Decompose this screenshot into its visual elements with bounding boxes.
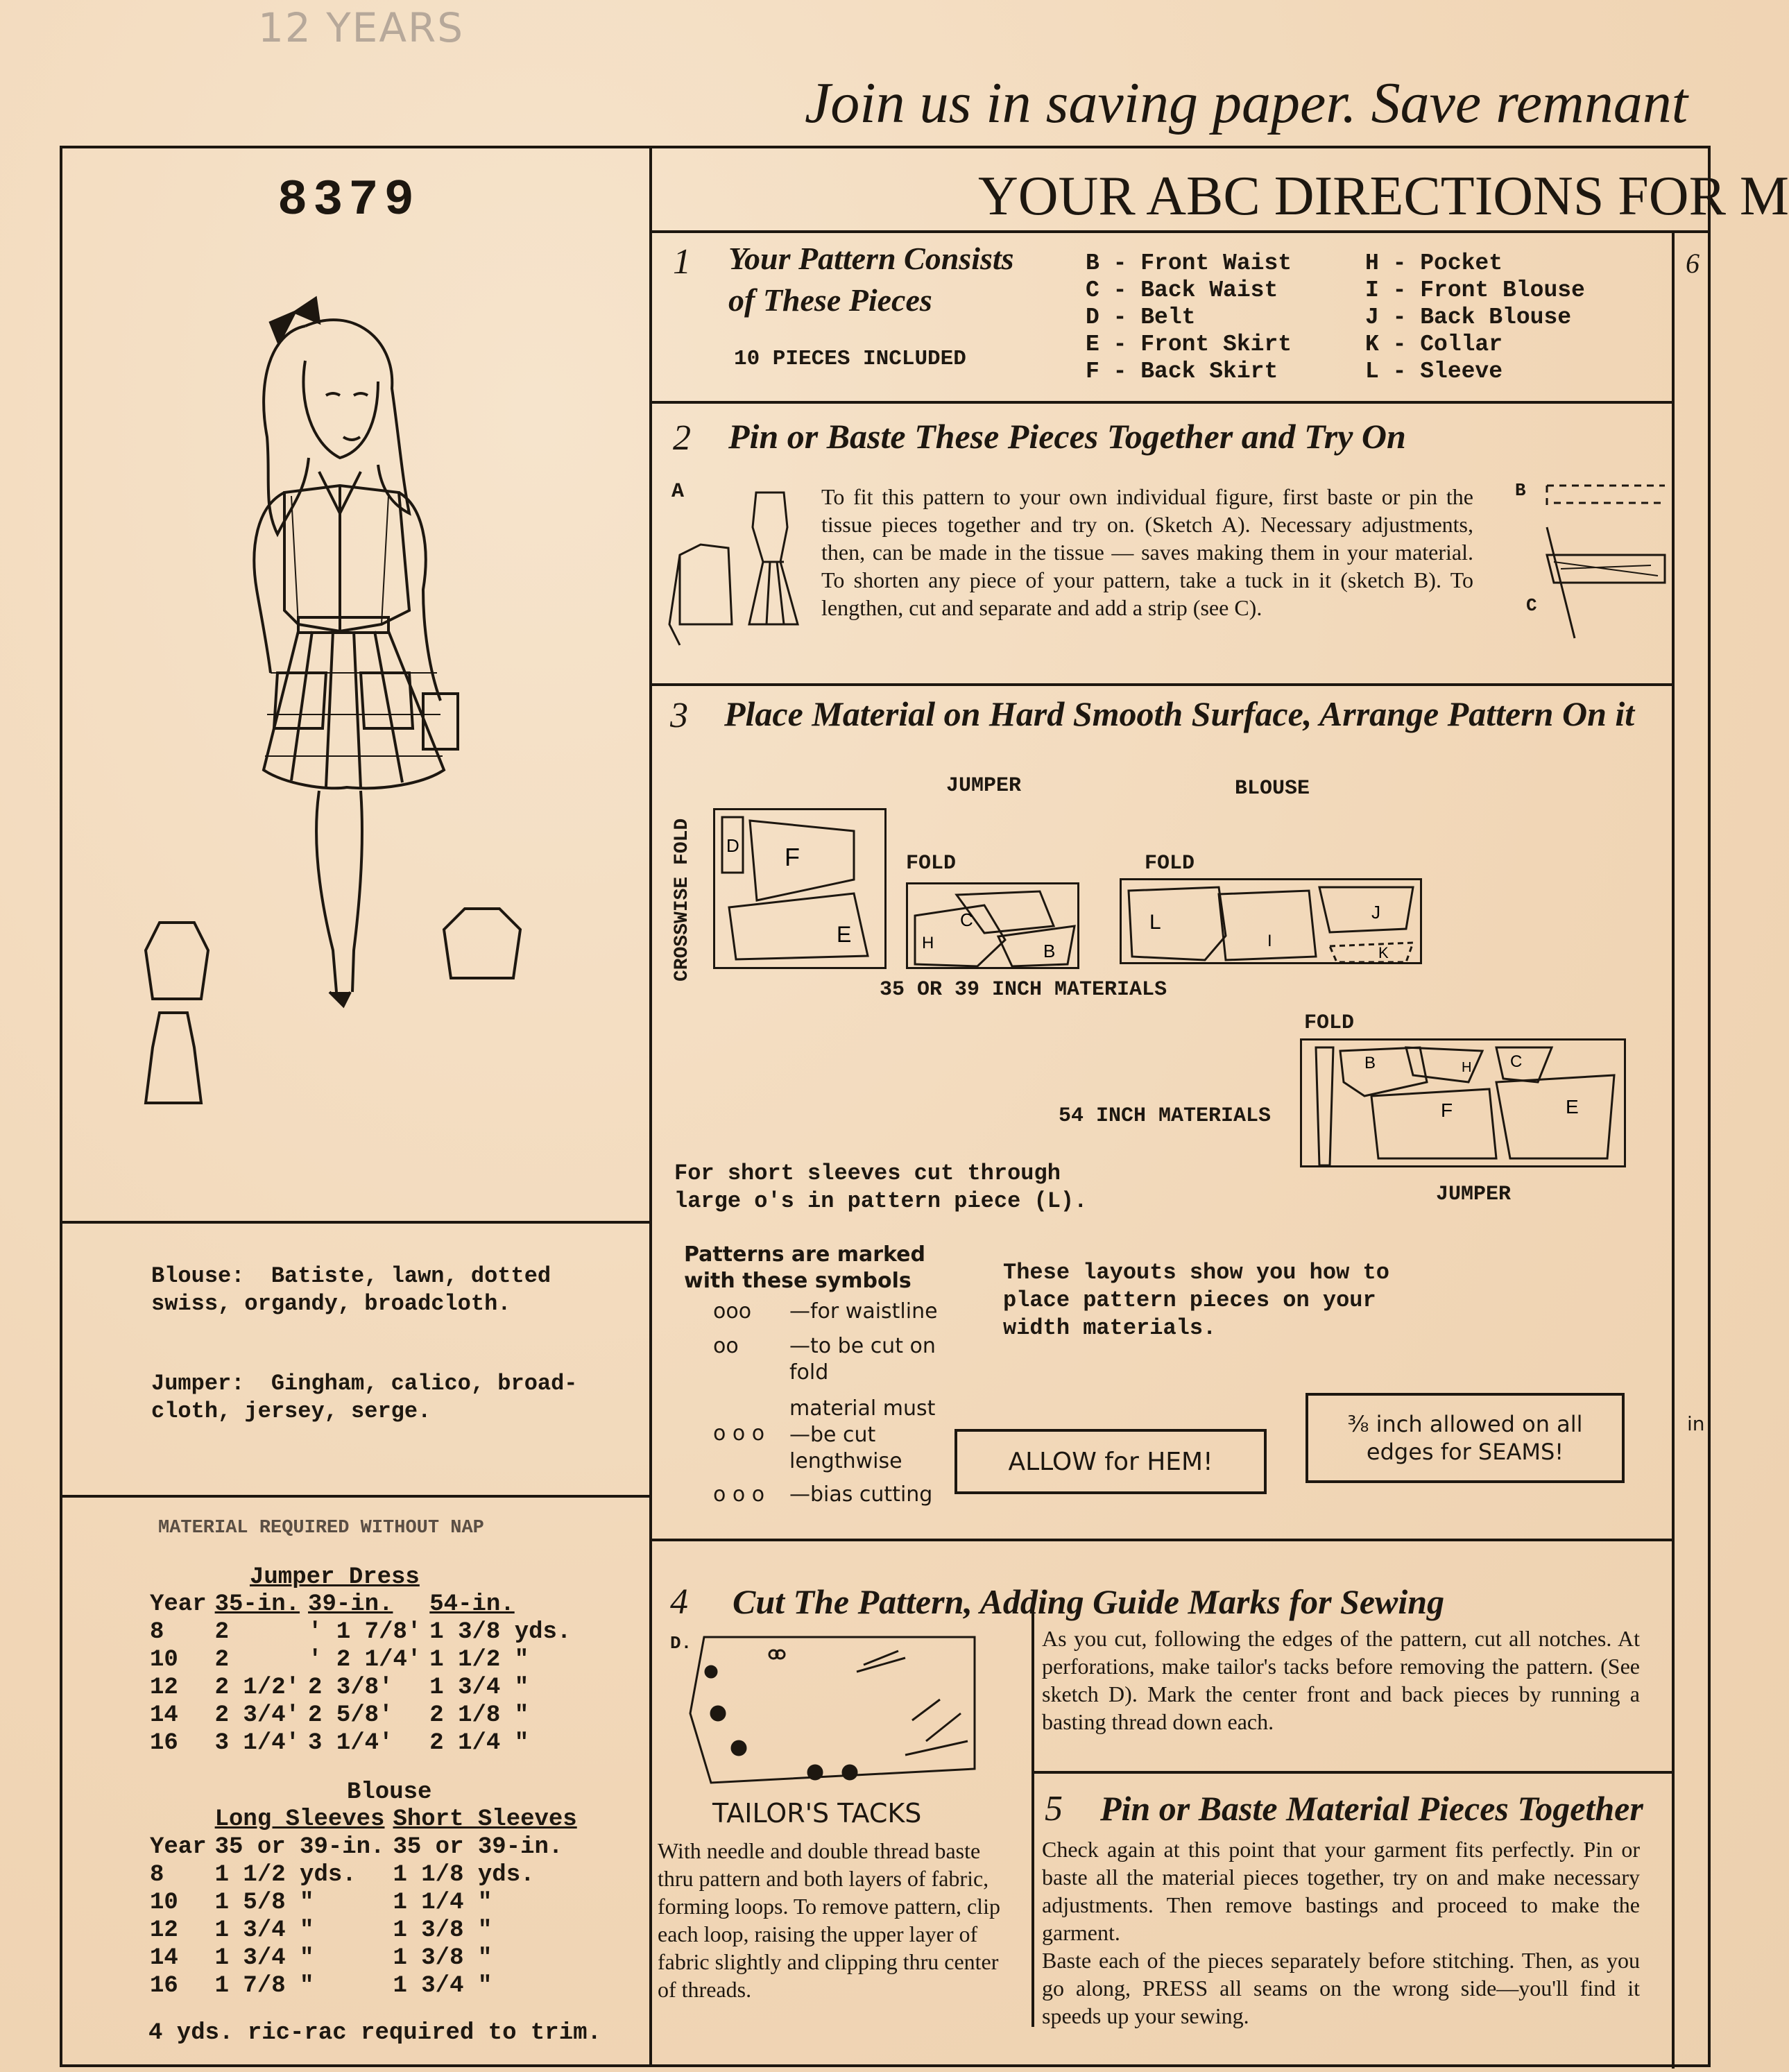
list-item: H - Pocket	[1365, 250, 1503, 276]
divider-step2	[649, 401, 1672, 404]
jumper-fabrics: Jumper: Gingham, calico, broad- cloth, jersey, serge.	[151, 1371, 578, 1424]
list-item: oo —to be cut on fold	[713, 1334, 936, 1385]
list-item: D - Belt	[1086, 305, 1196, 330]
list-item: B - Front Waist	[1086, 250, 1292, 276]
sketch-b-label: B	[1515, 480, 1526, 501]
step6-number-fragment: 6	[1686, 248, 1700, 279]
size-stamp: 12 YEARS	[258, 4, 465, 51]
fold-label-1: FOLD	[906, 852, 957, 875]
divider-step4-inner	[1032, 1611, 1034, 2027]
list-item: o o o material must —be cut lengthwise	[713, 1396, 936, 1473]
step1-number: 1	[673, 242, 691, 282]
table-row: 14 1 3/4 " 1 3/8 "	[150, 1945, 493, 1971]
table-header: Long Sleeves Short Sleeves	[214, 1806, 577, 1833]
table-row: 8 1 1/2 yds. 1 1/8 yds.	[150, 1862, 535, 1888]
svg-text:E: E	[837, 922, 852, 947]
sketch-c-label: C	[1526, 595, 1537, 616]
list-item: L - Sleeve	[1365, 359, 1503, 384]
layout-blouse-label: BLOUSE	[1235, 777, 1310, 800]
svg-text:C: C	[960, 909, 973, 930]
svg-text:B: B	[1043, 941, 1056, 961]
table-row: 8 2 ' 1 7/8' 1 3/8 yds.	[150, 1619, 572, 1645]
tailors-tacks-title: TAILOR'S TACKS	[712, 1798, 922, 1829]
pieces-count: 10 PIECES INCLUDED	[734, 347, 966, 371]
svg-text:F: F	[1441, 1099, 1453, 1121]
trim-note: 4 yds. ric-rac required to trim.	[148, 2020, 601, 2046]
step1-title-line1: Your Pattern Consists	[728, 241, 1014, 276]
fold-label-3: FOLD	[1304, 1011, 1355, 1035]
requirements-title: MATERIAL REQUIRED WITHOUT NAP	[158, 1518, 484, 1539]
jumper-table	[146, 1564, 575, 1757]
step3-number: 3	[670, 696, 688, 735]
pattern-number: 8379	[277, 172, 420, 229]
banner-text: Join us in saving paper. Save remnant	[805, 71, 1688, 135]
step2-title: Pin or Baste These Pieces Together and Try On	[728, 417, 1406, 456]
sketch-bc-illustration	[1533, 472, 1672, 652]
symbols-legend	[713, 1299, 938, 1508]
svg-text:J: J	[1371, 902, 1380, 923]
step5-text-1: Check again at this point that your garment fits perfectly. Pin or baste all the material pieces together, try on and make necessary adjustments. Then remove bastings and proceed to make the garment.	[1042, 1837, 1640, 1945]
blouse-fabrics: Blouse: Batiste, lawn, dotted swiss, organdy, broadcloth.	[151, 1263, 551, 1317]
layout-jumper-crosswise	[713, 808, 887, 969]
svg-text:E: E	[1566, 1096, 1579, 1118]
layout-jumper-label: JUMPER	[946, 774, 1022, 798]
divider-main	[649, 146, 652, 2067]
step4-number: 4	[670, 1582, 688, 1622]
step2-text: To fit this pattern to your own individual figure, first baste or pin the tissue pieces together and try on. (Sketch A). Necessary adjustments, then, can be made in the tissue — saves making them in your material. To shorten any piece of your pattern, take a tuck in it (sketch B). To lengthen, cut and separate and add a strip (see C).	[821, 484, 1473, 620]
layout-jumper-label-2: JUMPER	[1436, 1183, 1512, 1206]
divider-right-column	[1672, 230, 1675, 2069]
list-item: K - Collar	[1365, 332, 1503, 357]
divider-step4	[649, 1539, 1672, 1541]
step3-title: Place Material on Hard Smooth Surface, Arrange Pattern On it	[724, 694, 1635, 733]
table-row: 12 2 1/2' 2 3/8' 1 3/4 "	[150, 1675, 529, 1701]
layout-blouse	[1120, 878, 1422, 964]
list-item: I - Front Blouse	[1365, 277, 1585, 303]
list-item: o o o —bias cutting	[713, 1482, 933, 1507]
list-item: J - Back Blouse	[1365, 305, 1572, 330]
list-item: C - Back Waist	[1086, 277, 1278, 303]
table-row: 10 2 ' 2 1/4' 1 1/2 "	[150, 1647, 529, 1673]
svg-text:H: H	[922, 934, 934, 952]
svg-text:K: K	[1378, 944, 1389, 961]
edge-text-fragment: in	[1687, 1412, 1705, 1435]
svg-text:L: L	[1149, 911, 1161, 934]
step5-text-2: Baste each of the pieces separately before stitching. Then, as you go along, PRESS all seams on the wrong side—you'll find it speeds up your sewing.	[1042, 1948, 1640, 2028]
fashion-illustration	[201, 284, 527, 1214]
svg-text:B: B	[1364, 1054, 1376, 1072]
svg-text:I: I	[1267, 932, 1272, 950]
table-row: 12 1 3/4 " 1 3/8 "	[150, 1917, 493, 1944]
symbols-title: Patterns are marked with these symbols	[684, 1242, 926, 1293]
table-row: 14 2 3/4' 2 5/8' 2 1/8 "	[150, 1702, 529, 1729]
list-item: ooo —for waistline	[713, 1299, 938, 1324]
fold-label-2: FOLD	[1145, 852, 1195, 875]
table-row: 10 1 5/8 " 1 1/4 "	[150, 1890, 493, 1916]
sketch-a-label: A	[671, 480, 685, 504]
sketch-d-label: D.	[670, 1633, 692, 1654]
svg-text:D: D	[726, 835, 739, 856]
layout-jumper-35	[906, 882, 1079, 969]
table-row: 16 1 7/8 " 1 3/4 "	[150, 1973, 493, 1999]
pieces-list-right	[1365, 250, 1585, 385]
table-header: Year 35-in. 39-in. 54-in.	[150, 1591, 515, 1618]
directions-header: YOUR ABC DIRECTIONS FOR M	[978, 166, 1789, 227]
svg-text:H: H	[1462, 1060, 1472, 1075]
step2-number: 2	[673, 418, 691, 458]
layout-jumper-54	[1300, 1038, 1626, 1167]
sketch-d-illustration	[676, 1630, 982, 1797]
divider-materials-top	[60, 1221, 649, 1224]
layouts-note: These layouts show you how to place pattern pieces on your width materials.	[1003, 1260, 1389, 1341]
pieces-list-left	[1086, 250, 1292, 385]
tailors-tacks-text: With needle and double thread baste thru pattern and both layers of fabric, forming loops. To remove pattern, clip each loop, raising the upper layer of fabric slightly and clipping thru center of threads.	[658, 1838, 1000, 2002]
table-header: Year 35 or 39-in. 35 or 39-in.	[150, 1834, 563, 1860]
blouse-table	[146, 1779, 581, 2000]
blouse-heading: Blouse	[347, 1779, 432, 1806]
list-item: E - Front Skirt	[1086, 332, 1292, 357]
list-item: F - Back Skirt	[1086, 359, 1278, 384]
materials-54-label: 54 INCH MATERIALS	[1059, 1104, 1272, 1128]
step5-number: 5	[1045, 1789, 1063, 1829]
short-sleeves-note: For short sleeves cut through large o's in pattern piece (L).	[674, 1161, 1088, 1214]
hem-callout: ALLOW for HEM!	[955, 1429, 1267, 1494]
crosswise-fold-label: CROSSWISE FOLD	[671, 818, 693, 982]
svg-text:C: C	[1510, 1052, 1523, 1071]
svg-text:F: F	[785, 843, 800, 871]
seams-callout: ⅜ inch allowed on all edges for SEAMS!	[1306, 1393, 1625, 1483]
sketch-a-illustration	[666, 486, 819, 652]
jumper-heading: Jumper Dress	[250, 1564, 420, 1591]
step4-title: Cut The Pattern, Adding Guide Marks for Sewing	[733, 1582, 1445, 1621]
divider-step5	[1032, 1771, 1672, 1774]
table-row: 16 3 1/4' 3 1/4' 2 1/4 "	[150, 1730, 529, 1756]
materials-35-label: 35 OR 39 INCH MATERIALS	[880, 978, 1167, 1002]
step4-text: As you cut, following the edges of the pattern, cut all notches. At perforations, make tailor's tacks before removing the pattern. (See sketch D). Mark the center front and back pieces by running a basting thread down each.	[1042, 1626, 1640, 1734]
divider-step3	[649, 683, 1672, 686]
divider-header	[649, 230, 1711, 233]
step5-title: Pin or Baste Material Pieces Together	[1100, 1789, 1643, 1828]
step1-title-line2: of These Pieces	[728, 282, 932, 318]
divider-requirements-top	[60, 1495, 649, 1498]
